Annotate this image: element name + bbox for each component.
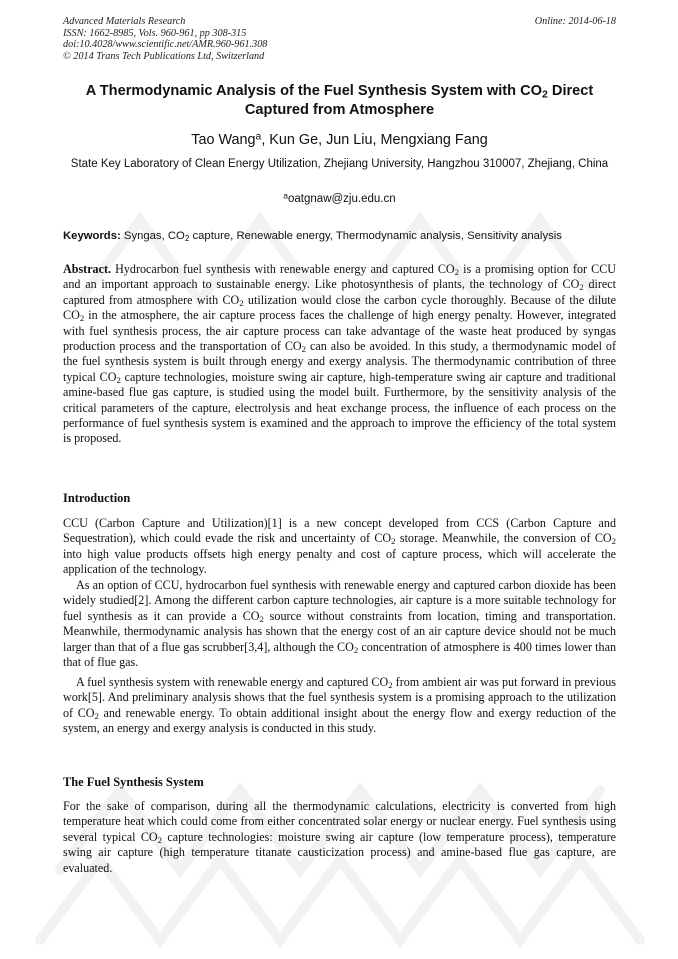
online-date: Online: 2014-06-18 (534, 16, 616, 27)
intro-paragraph-1: CCU (Carbon Capture and Utilization)[1] is a new concept developed from CCS (Carbon Capture and Sequestration), which could evade the risk and uncertainty of $CO_2$ storage. Meanwhile, the conversion of $CO_2$ into high value products offsets high energy penalty and cost of capture process, which will accelerate the application of the technology. (63, 516, 616, 577)
paper-title: A Thermodynamic Analysis of the Fuel Synthesis System with $CO_2$ Direct Captured from Atmosphere (85, 83, 594, 118)
journal-header (63, 16, 616, 62)
copyright-line: © 2014 Trans Tech Publications Ltd, Switzerland (63, 50, 265, 62)
author-list: Tao Wang$^a$, Kun Ge, Jun Liu, Mengxiang Fang (191, 131, 488, 148)
journal-name: Advanced Materials Research (63, 16, 186, 27)
affiliation: State Key Laboratory of Clean Energy Utilization, Zhejiang University, Hangzhou 310007, Zhejiang, China (70, 158, 609, 170)
author-email: $^a$oatgnaw@zju.edu.cn (283, 191, 396, 205)
intro-paragraph-2: As an option of CCU, hydrocarbon fuel synthesis with renewable energy and captured carbon dioxide has been widely studied[2]. Among the different carbon capture technologies, air capture is a more suitable technology for fuel synthesis as it can provide a $CO_2$ source without constraints from location, timing and transportation. Meanwhile, thermodynamic analysis has shown that the energy cost of an air capture device should not be much larger than that of a flue gas scrubber[3,4], although the $CO_2$ concentration of atmosphere is 400 times lower than that of flue gas. (63, 578, 616, 670)
section-heading-fuel-synthesis: The Fuel Synthesis System (63, 775, 204, 789)
abstract: Abstract. Hydrocarbon fuel synthesis with renewable energy and captured $CO_2$ is a promising option for CCU and an important approach to sustainable energy. Like photosynthesis of plants, the technology of $CO_2$ direct captured from atmosphere with $CO_2$ utilization would close the carbon cycle thoroughly. Because of the dilute $CO_2$ in the atmosphere, the air capture process faces the challenge of high energy penalty. However, integrated with fuel synthesis process, the air capture process can take advantage of the waste heat produced by syngas production process and the transportation of $CO_2$ can also be avoided. In this study, a thermodynamic model of the fuel synthesis system is built through energy and exergy analysis. The thermodynamic contribution of three typical $CO_2$ capture technologies, moisture swing air capture, high-temperature swing air capture and traditional amine-based flue gas capture, is studied using the model built. Furthermore, by the sensitivity analysis of the critical parameters of the capture, electrolysis and heat exchange process, the influence of each process on the performance of fuel synthesis system is examined and the approach to improve the efficiency of the total system is proposed. (63, 262, 617, 446)
doi-line: doi:10.4028/www.scientific.net/AMR.960-961.308 (63, 39, 268, 50)
intro-paragraph-3: A fuel synthesis system with renewable energy and captured $CO_2$ from ambient air was put forward in previous work[5]. And preliminary analysis shows that the fuel synthesis system is a promising approach to the utilization of $CO_2$ and renewable energy. To obtain additional insight about the energy flow and exergy reduction of the system, an energy and exergy analysis is conducted in this study. (63, 675, 616, 736)
keywords: Keywords: Syngas, $CO_2$ capture, Renewable energy, Thermodynamic analysis, Sensitivity analysis (63, 230, 562, 244)
fuel-paragraph-1: For the sake of comparison, during all the thermodynamic calculations, electricity is converted from high temperature heat which could come from either concentrated solar energy or nuclear energy. Fuel synthesis using several typical $CO_2$ capture technologies: moisture swing air capture (low temperature process), temperature swing air capture (high temperature titanate causticization process) and amine-based flue gas capture, are evaluated. (63, 799, 616, 875)
section-heading-introduction: Introduction (63, 491, 131, 505)
issn-line: ISSN: 1662-8985, Vols. 960-961, pp 308-315 (63, 27, 247, 39)
